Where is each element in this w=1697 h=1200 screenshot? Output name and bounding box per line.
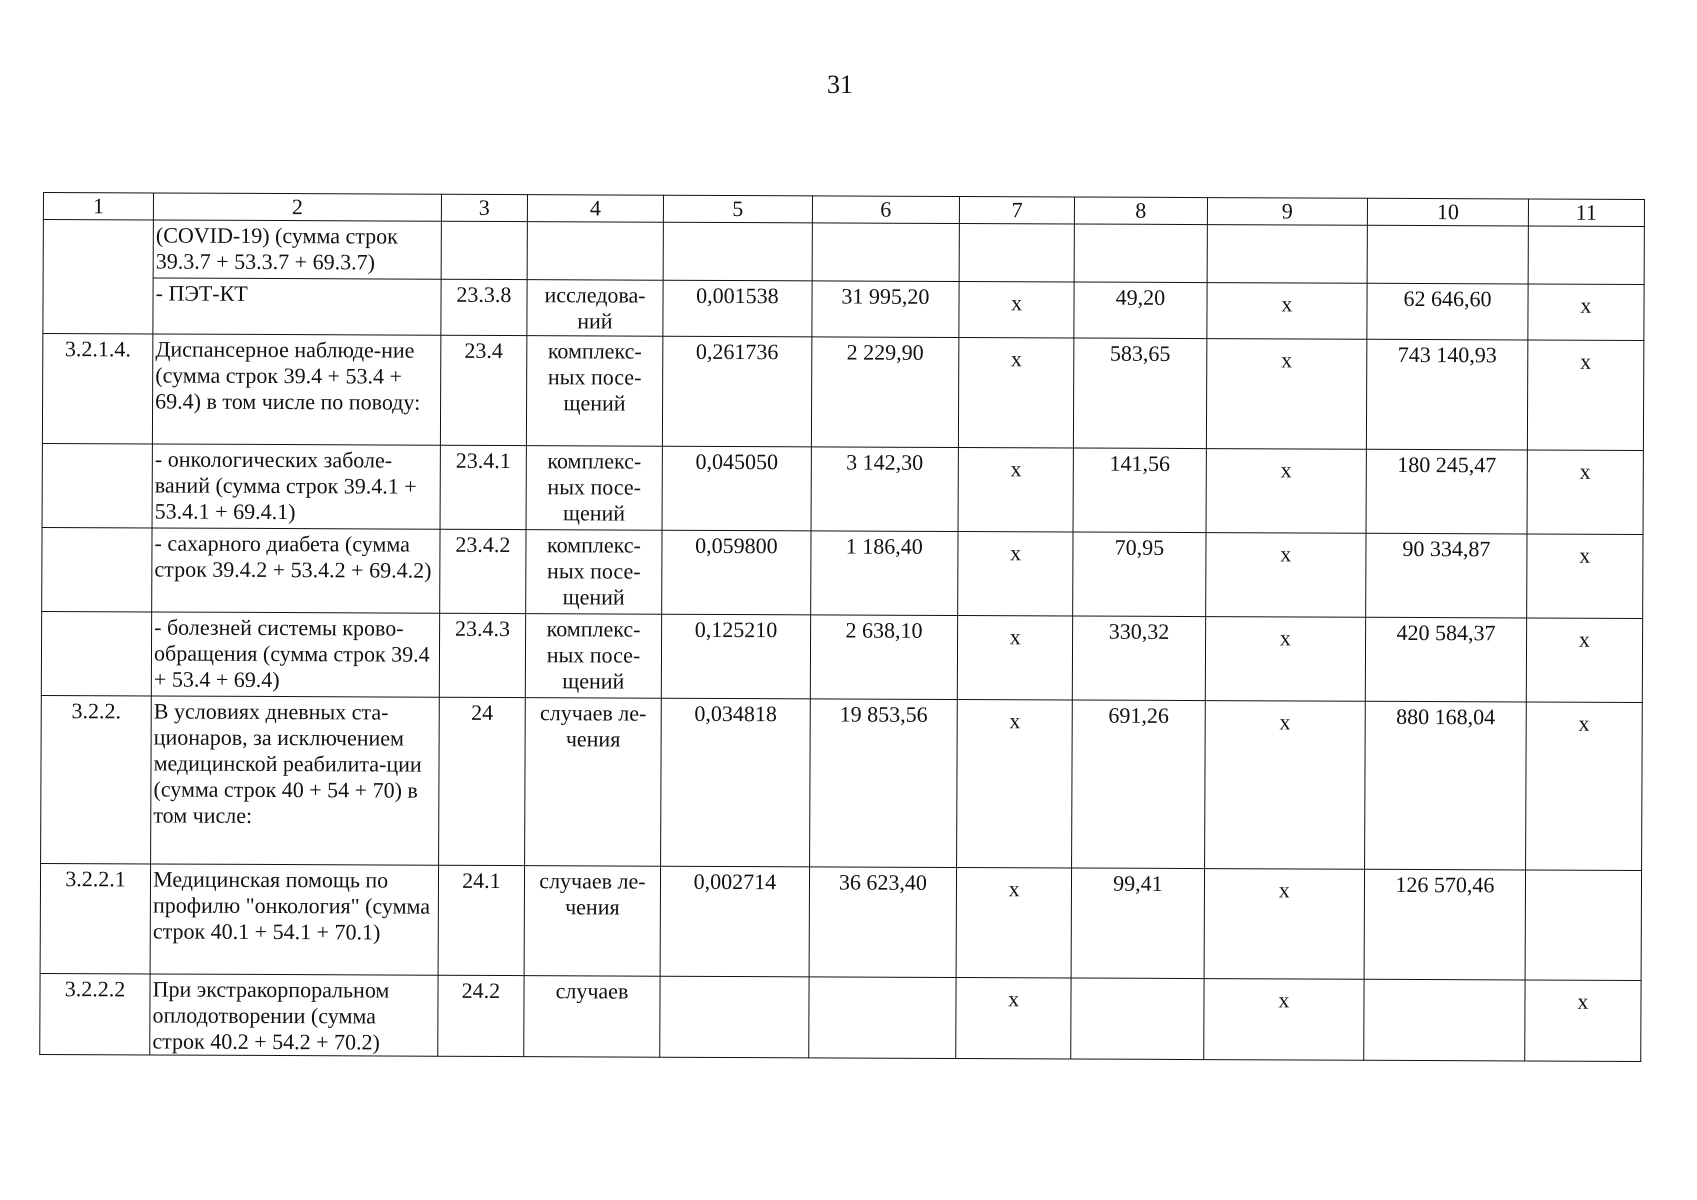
row-number-cell — [42, 443, 152, 527]
value-cell: 2 229,90 — [811, 337, 959, 448]
unit-cell: комплекс-ных посе-щений — [526, 336, 663, 447]
value-cell: 62 646,60 — [1367, 283, 1528, 340]
description-cell: - сахарного диабета (сумма строк 39.4.2 + 53.4.2 + 69.4.2) — [152, 528, 440, 613]
table-row — [42, 527, 1643, 618]
value-cell — [1074, 224, 1207, 283]
description-cell: - ПЭТ-КТ — [153, 278, 441, 335]
value-cell: x — [957, 699, 1073, 868]
value-cell: 0,001538 — [663, 280, 812, 337]
description-cell: - онкологических заболе-ваний (сумма строк 39.4.1 + 53.4.1 + 69.4.1) — [152, 444, 440, 529]
table-row — [42, 334, 1643, 451]
value-cell: 1 186,40 — [810, 531, 958, 616]
value-cell — [1364, 979, 1525, 1061]
value-cell — [663, 222, 812, 281]
value-cell — [1207, 225, 1368, 284]
unit-cell: случаев — [524, 976, 661, 1058]
value-cell — [1071, 978, 1204, 1060]
row-number-cell: 3.2.2.2 — [40, 973, 150, 1054]
value-cell: 880 168,04 — [1365, 701, 1526, 870]
value-cell: x — [956, 867, 1072, 978]
value-cell: 49,20 — [1074, 282, 1207, 339]
value-cell — [808, 977, 956, 1059]
header-cell: 9 — [1207, 198, 1368, 226]
description-cell: В условиях дневных ста-ционаров, за исключением медицинской реабилита-ции (сумма строк 40 + 54 + 70) в том числе: — [151, 696, 440, 865]
value-cell: x — [1205, 617, 1366, 702]
value-cell — [1525, 870, 1642, 981]
line-code-cell: 23.4.3 — [439, 613, 525, 697]
value-cell: 420 584,37 — [1365, 617, 1526, 702]
unit-cell — [527, 222, 664, 281]
value-cell: 330,32 — [1073, 616, 1206, 701]
page-number: 31 — [827, 70, 853, 99]
header-cell: 3 — [441, 194, 527, 221]
header-cell: 1 — [43, 193, 153, 220]
table-row — [41, 695, 1643, 870]
row-number-cell: 3.2.1.4. — [42, 334, 153, 444]
value-cell: 0,034818 — [661, 698, 810, 867]
value-cell: 31 995,20 — [812, 281, 960, 338]
value-cell: 0,261736 — [663, 336, 812, 447]
line-code-cell: 23.4.2 — [440, 529, 526, 613]
value-cell: 90 334,87 — [1366, 533, 1527, 618]
table-row — [41, 611, 1642, 702]
unit-cell: комплекс-ных посе-щений — [525, 614, 662, 699]
table-row — [43, 278, 1644, 341]
value-cell: 3 142,30 — [811, 447, 959, 532]
table-row — [42, 443, 1643, 534]
line-code-cell — [441, 221, 527, 279]
line-code-cell: 24.2 — [438, 975, 524, 1056]
header-cell: 5 — [664, 195, 813, 223]
line-code-cell: 24 — [439, 697, 526, 865]
value-cell: 141,56 — [1073, 448, 1206, 533]
value-cell: x — [1527, 340, 1644, 451]
value-cell: 583,65 — [1074, 338, 1207, 449]
value-cell: x — [1206, 339, 1367, 450]
value-cell: x — [1524, 980, 1641, 1062]
value-cell: x — [1205, 533, 1366, 618]
value-cell: 180 245,47 — [1366, 449, 1527, 534]
value-cell: x — [958, 447, 1074, 532]
value-cell: x — [956, 977, 1071, 1059]
row-number-cell: 3.2.2. — [41, 695, 152, 863]
value-cell: x — [1528, 284, 1644, 341]
value-cell — [812, 223, 960, 282]
table-row — [40, 863, 1641, 980]
value-cell: 0,045050 — [662, 446, 811, 531]
header-cell: 10 — [1368, 198, 1529, 226]
value-cell: 19 853,56 — [809, 699, 957, 868]
description-cell: - болезней системы крово-обращения (сумма строк 39.4 + 53.4 + 69.4) — [151, 612, 439, 697]
value-cell: x — [1206, 283, 1367, 340]
line-code-cell: 23.4.1 — [440, 445, 526, 529]
value-cell: x — [1204, 869, 1365, 980]
header-cell: 4 — [527, 195, 663, 223]
header-cell: 6 — [812, 196, 960, 224]
unit-cell: случаев ле-чения — [524, 698, 661, 867]
value-cell: x — [1526, 534, 1643, 619]
header-cell: 2 — [153, 193, 441, 221]
data-table — [39, 192, 1645, 1062]
header-cell: 7 — [959, 196, 1074, 224]
value-cell: 36 623,40 — [809, 867, 957, 978]
value-cell: x — [1526, 618, 1643, 703]
value-cell: 0,059800 — [662, 530, 811, 615]
value-cell: x — [957, 615, 1073, 700]
row-number-cell: 3.2.2.1 — [40, 863, 151, 973]
row-number-cell — [43, 220, 154, 334]
value-cell — [959, 223, 1074, 282]
value-cell: x — [959, 281, 1074, 338]
description-cell: Диспансерное наблюде-ние (сумма строк 39.4 + 53.4 + 69.4) в том числе по поводу: — [152, 334, 440, 445]
value-cell — [1367, 225, 1528, 284]
row-number-cell — [42, 527, 152, 611]
unit-cell: комплекс-ных посе-щений — [525, 530, 662, 615]
description-cell: (COVID-19) (сумма строк 39.3.7 + 53.3.7 + 69.3.7) — [153, 220, 441, 279]
value-cell: 126 570,46 — [1364, 869, 1525, 980]
value-cell: 99,41 — [1071, 868, 1204, 979]
unit-cell: комплекс-ных посе-щений — [526, 446, 663, 531]
description-cell: При экстракорпоральном оплодотворении (сумма строк 40.2 + 54.2 + 70.2) — [150, 974, 438, 1056]
line-code-cell: 24.1 — [438, 865, 524, 975]
value-cell: x — [959, 337, 1075, 448]
value-cell: 743 140,93 — [1367, 339, 1528, 450]
value-cell: x — [958, 531, 1074, 616]
value-cell: 2 638,10 — [810, 615, 958, 700]
value-cell: 70,95 — [1073, 532, 1206, 617]
value-cell: x — [1525, 702, 1642, 871]
unit-cell: исследова-ний — [527, 280, 664, 337]
value-cell — [1528, 226, 1645, 285]
value-cell — [660, 976, 809, 1058]
table-row — [43, 220, 1644, 285]
value-cell: 691,26 — [1072, 700, 1205, 869]
table-row — [40, 973, 1641, 1061]
value-cell: 0,002714 — [660, 866, 809, 977]
header-cell: 11 — [1528, 199, 1644, 227]
description-cell: Медицинская помощь по профилю "онкология" (сумма строк 40.1 + 54.1 + 70.1) — [150, 864, 438, 975]
line-code-cell: 23.4 — [440, 335, 526, 445]
row-number-cell — [41, 611, 151, 695]
value-cell: x — [1203, 979, 1364, 1061]
line-code-cell: 23.3.8 — [441, 279, 527, 335]
value-cell: 0,125210 — [661, 614, 810, 699]
value-cell: x — [1206, 449, 1367, 534]
unit-cell: случаев ле-чения — [524, 866, 661, 977]
header-cell: 8 — [1075, 197, 1207, 225]
value-cell: x — [1527, 450, 1644, 535]
value-cell: x — [1204, 701, 1365, 870]
